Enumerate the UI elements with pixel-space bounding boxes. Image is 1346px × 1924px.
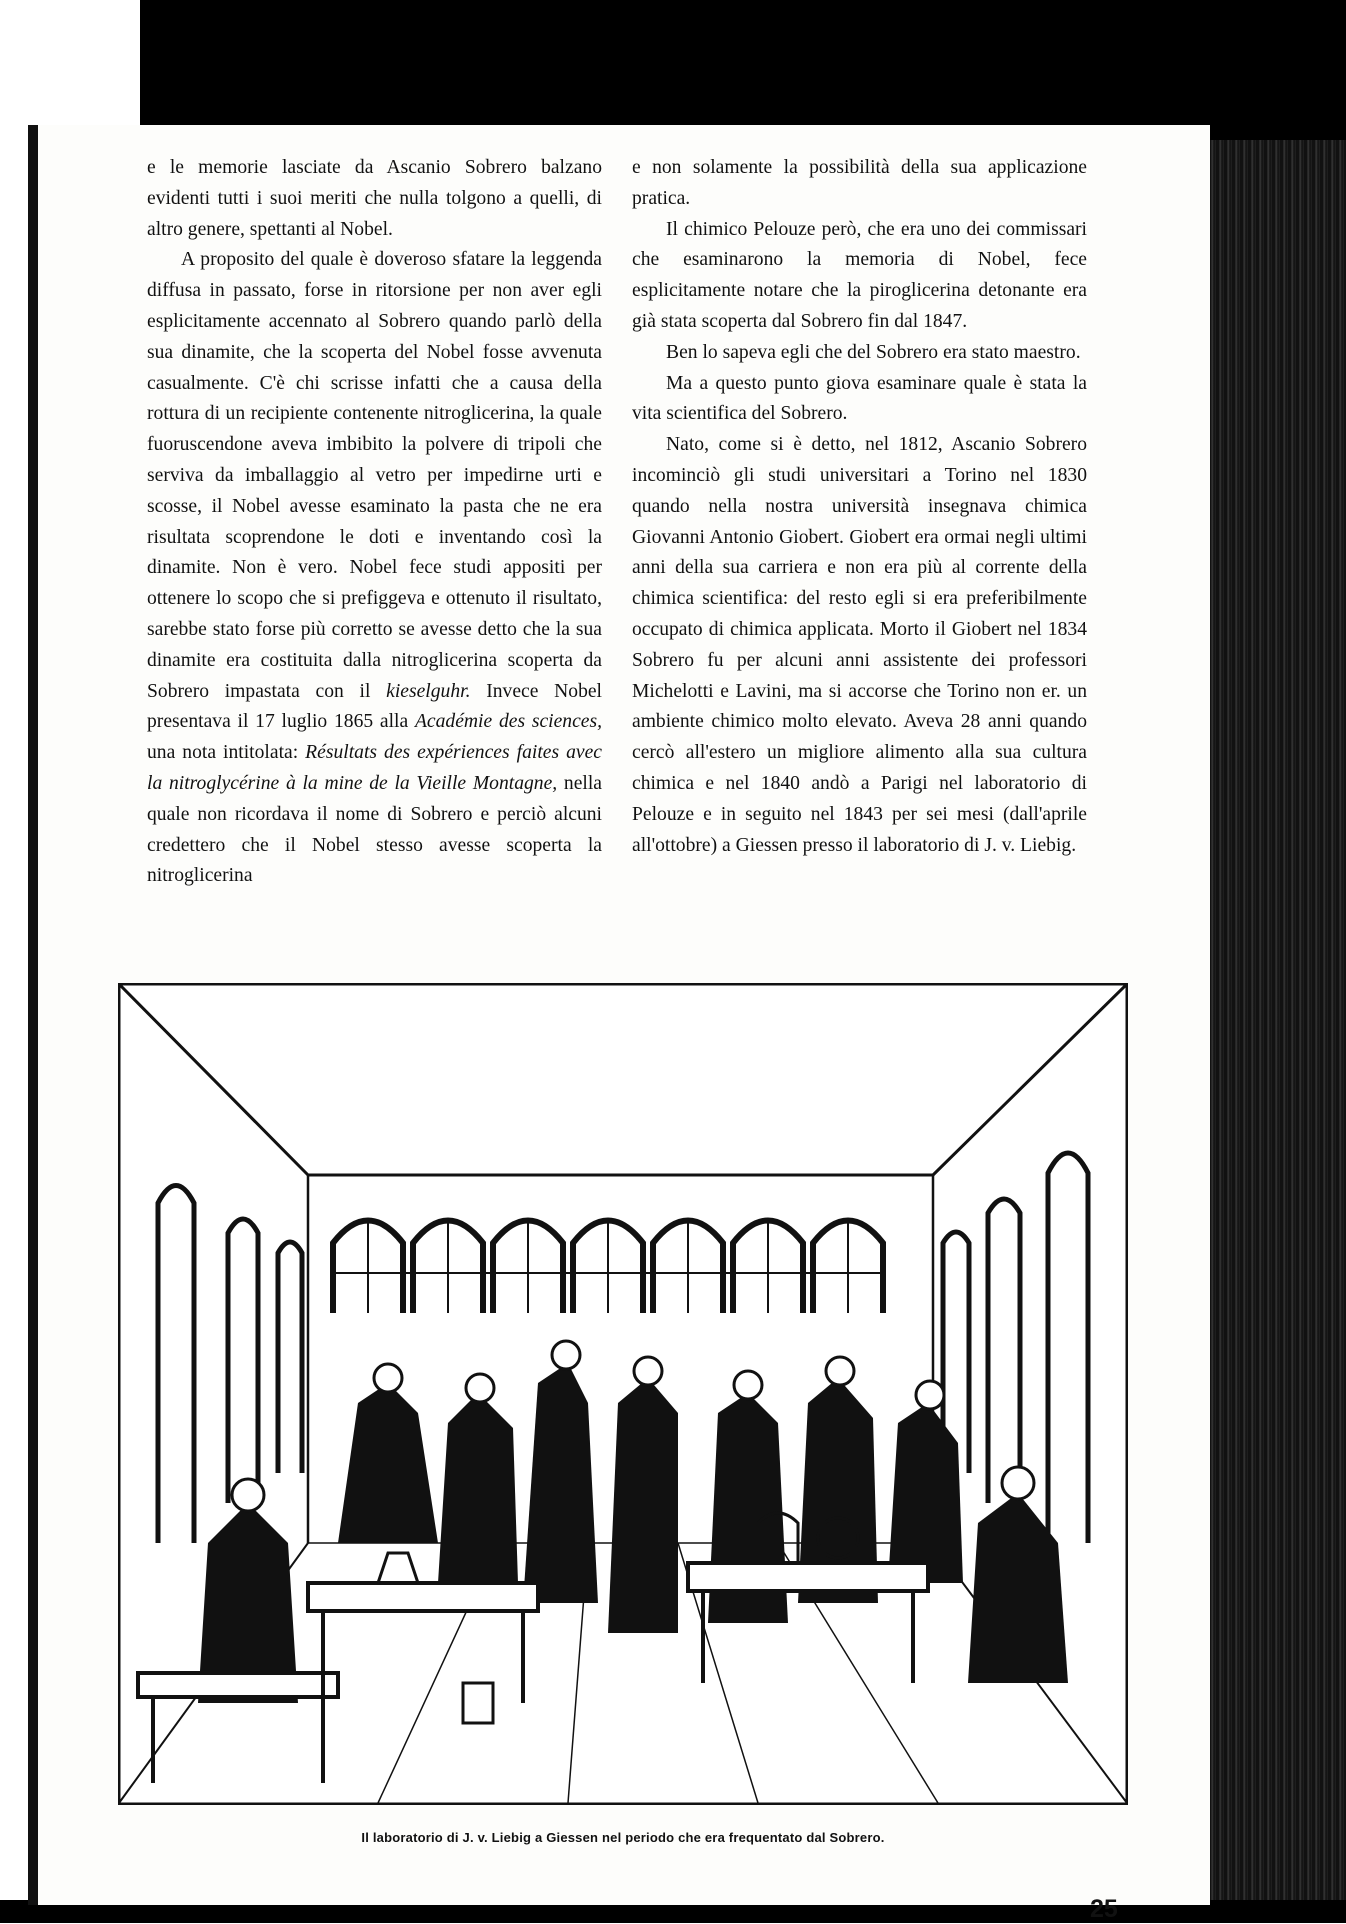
paragraph: Nato, come si è detto, nel 1812, Ascanio Sobrero incominciò gli studi universitari a Torino nel 1830 quando nella nostra università insegnava chimica Giovanni Antonio Giobert. Giobert era ormai negli ultimi anni della sua carriera e non era più al corrente della chimica scientifica: del resto egli si era preferibilmente occupato di chimica applicata. Morto il Giobert nel 1834 Sobrero fu per alcuni anni assistente dei professori Michelotti e Lavini, ma si accorse che Torino non er. un ambiente chimico molto elevato. Aveva 28 anni quando cercò all'estero un migliore alimento alla sua cultura chimica e nel 1840 andò a Parigi nel laboratorio di Pelouze e in seguito nel 1843 per sei mesi (dall'aprile all'ottobre) a Giessen presso il laboratorio di J. v. Liebig. [632, 434, 1087, 856]
italic-term: kieselguhr. [386, 680, 471, 702]
paragraph: Il chimico Pelouze però, che era uno dei commissari che esaminarono la memoria di Nobel, fece esplicitamente notare che la piroglicerina detonante era già stata scoperta dal Sobrero fin dal 1847. [632, 218, 1087, 332]
figure-caption: Il laboratorio di J. v. Liebig a Giessen nel periodo che era frequentato dal Sobrero. [361, 1830, 885, 1845]
book-page-edges [1200, 140, 1346, 1923]
laboratory-engraving [118, 983, 1128, 1805]
paragraph: A proposito del quale è doveroso sfatare la leggenda diffusa in passato, forse in ritorsione per non aver egli esplicitamente accennato al Sobrero quando parlò della sua dinamite, che la scoperta del Nobel fosse avvenuta casualmente. C'è chi scrisse infatti che a causa della rottura di un recipiente contenente nitroglicerina, la quale fuoruscendone aveva imbibito la polvere di tripoli che serviva da imballaggio al vetro per impedirne urti e scosse, il Nobel avesse esaminato la pasta che ne era risultata scoprendone le doti e inventando così la dinamite. Non è vero. Nobel fece studi appositi per ottenere lo scopo che si prefiggeva e ottenuto il risultato, sarebbe stato forse più corretto se avesse detto che la sua dinamite era costituita dalla nitroglicerina scoperta da Sobrero impastata con il kieselguhr. Invece Nobel presentava il 17 luglio 1865 alla Académie des sciences, una nota intitolata: Résultats des expériences faites avec la nitroglycérine à la mine de la Vieille Montagne, nella quale non ricordava il nome di Sobrero e perciò alcuni credettero che il Nobel stesso avesse scoperta la nitroglicerina [147, 249, 603, 887]
left-text-column [147, 153, 602, 892]
paragraph: Ma a questo punto giova esaminare quale è stata la vita scientifica del Sobrero. [632, 372, 1087, 425]
page-number: 25 [1090, 1895, 1118, 1923]
paragraph: Ben lo sapeva egli che del Sobrero era stato maestro. [666, 341, 1081, 363]
laboratory-illustration [118, 983, 1128, 1805]
italic-paper-title: Résultats des expériences faites avec la nitroglycérine à la mine de la Vieille Montagne, [147, 742, 602, 794]
book-page [28, 125, 1210, 1923]
right-text-column [632, 153, 1087, 861]
paragraph: e le memorie lasciate da Ascanio Sobrero balzano evidenti tutti i suoi meriti che nulla tolgono a quelli, di altro genere, spettanti al Nobel. [147, 157, 602, 240]
paragraph: e non solamente la possibilità della sua applicazione pratica. [632, 157, 1087, 209]
scan-border-top [140, 0, 1346, 125]
italic-institution: Académie des sciences, [414, 711, 602, 733]
